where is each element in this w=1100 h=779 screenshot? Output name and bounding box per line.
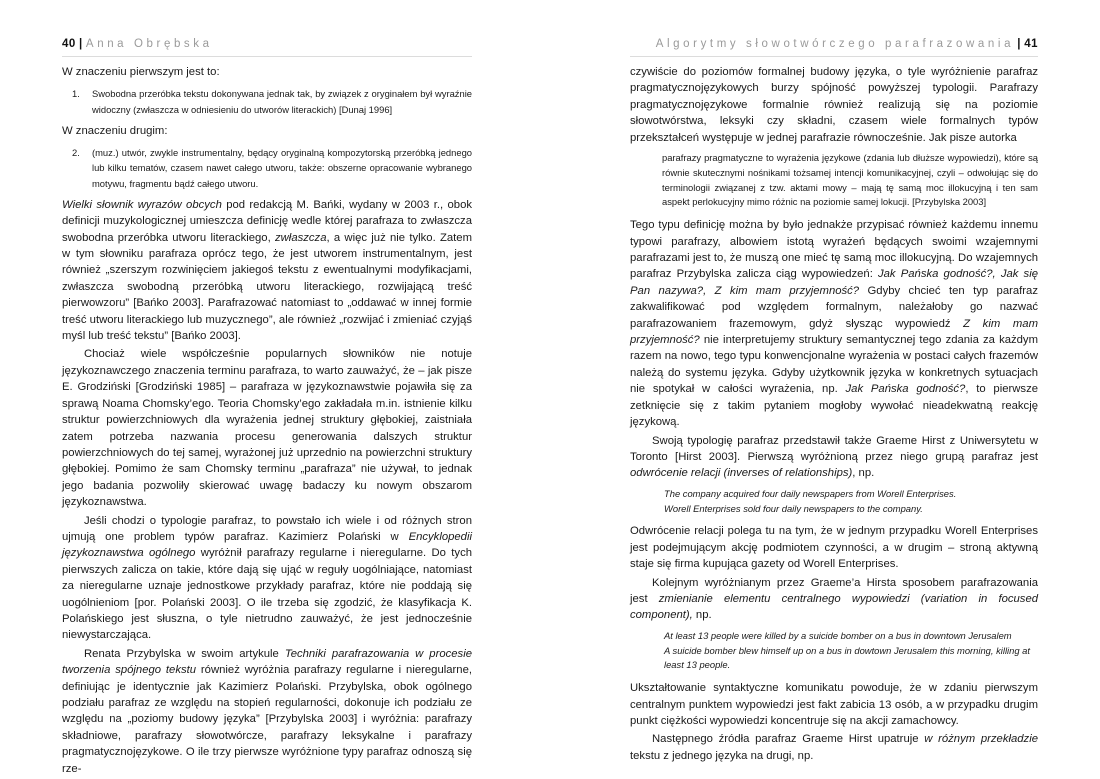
left-page	[62, 0, 472, 777]
header-rule	[62, 56, 472, 57]
header-title: Algorytmy słowotwórczego parafrazowania	[655, 38, 1015, 50]
article-title: Techniki parafrazowania w procesie tworzenia spójnego tekstu	[62, 647, 472, 677]
term: odwrócenie relacji (inverses of relationships)	[630, 467, 853, 480]
example-sentence: Worell Enterprises sold four daily newspapers to the company.	[664, 502, 923, 514]
paragraph: czywiście do poziomów formalnej budowy języka, o tyle wyróżnienie parafraz pragmatycznojęzykowych burzy spójność powyższej typologii. Parafrazy pragmatycznojęzykowe formalnie również realizują się na poziomie słowotwórstwa, leksyki czy składni, czasem wiele formalnych typów przekształceń występuje w jednej parafrazie równocześnie. Jak pisze autorka	[630, 66, 1038, 144]
left-running-head	[62, 38, 472, 58]
emphasis: zwłaszcza	[275, 231, 327, 244]
example-block	[630, 629, 1038, 673]
paragraph: Odwrócenie relacji polega tu na tym, że w jednym przypadku Worell Enterprises jest podejmującym akcję podmiotem czynności, a w drugim – stroną aktywną staje się firma kupująca gazety od Worell Enterprises.	[630, 525, 1038, 571]
paragraph: Chociaż wiele współcześnie popularnych słowników nie notuje językoznawczego znaczenia terminu parafraza, to warto zauważyć, że – jak pisze E. Grodziński [Grodziński 1985] – parafraza w językoznawstwie pojawiła się za sprawą Noama Chomsky’ego. Teoria Chomsky’ego zakładała m.in. istnienie kilku struktur powierzchniowych dla wyrażenia jednej struktury głębokiej, zaistniała zatem potrzeba nazwania procesu generowania dalszych struktur powierzchniowych do tej samej, wyrażonej już uprzednio na powierzchni struktury głębokiej. Pomimo że sam Chomsky terminu „parafraza” nie używał, to jednak jego badania pozwoliły skierować uwagę badaczy ku nowym obszarom językoznawstwa.	[62, 348, 472, 509]
paragraph: Kolejnym wyróżnianym przez Graeme’a Hirsta sposobem parafrazowania jest zmienianie elementu centralnego wypowiedzi (variation in focused component), np.	[630, 576, 1039, 622]
header-separator: |	[79, 38, 83, 50]
definition-number: 2.	[72, 147, 80, 159]
book-title: Encyklopedii językoznawstwa ogólnego	[62, 530, 472, 560]
block-quote: parafrazy pragmatyczne to wyrażenia językowe (zdania lub dłuższe wypowiedzi), które są równie skutecznymi nośnikami tożsamej intencji komunikacyjnej, czyli – odwołując się do terminologii związanej z tzw. aktami mowy – mają tę samą moc illokucyjną i ten sam aspekt perlokucyjny mimo różnic na poziomie samej lokucji. [Przybylska 2003]	[662, 152, 1038, 208]
example-phrase: Z kim mam przyjemność?	[630, 317, 1038, 347]
example-sentence: At least 13 people were killed by a suicide bomber on a bus in downtown Jerusalem	[664, 629, 1012, 641]
paragraph: Wielki słownik wyrazów obcych pod redakcją M. Bańki, wydany w 2003 r., obok definicji muzykologicznej umieszcza definicję wedle której parafraza to zwłaszcza swobodna przeróbka utworu literackiego, zwłaszcza, a więc już nie tylko. Zatem w tym słowniku parafraza oprócz tego, że jest utworem instrumentalnym, jest również „szerszym rozwinięciem jakiegoś tekstu z ewentualnymi modyfikacjami, zwłaszcza swobodną przeróbką utworu literackiego, rozwijającą treść pierwowzoru” [Bańko 2003]. Parafrazować natomiast to „oddawać w innej formie treść utworu literackiego lub muzycznego”, ale również „rozwijać i zmieniać czyjąś myśl lub treść tekstu” [Bańko 2003].	[62, 198, 473, 343]
right-page-body	[630, 64, 1038, 766]
book-title: Wielki słownik wyrazów obcych	[62, 198, 222, 211]
example-sentence: The company acquired four daily newspapers from Worell Enterprises.	[664, 487, 957, 499]
term: w różnym przekładzie	[924, 733, 1038, 746]
example-phrase: Jak Pańska godność?	[845, 383, 966, 396]
term: zmienianie elementu centralnego wypowiedzi (variation in focused component),	[630, 592, 1039, 622]
definition-number: 1.	[72, 88, 80, 100]
right-running-head	[630, 38, 1038, 58]
paragraph: Swoją typologię parafraz przedstawił także Graeme Hirst z Uniwersytetu w Toronto [Hirst 2003]. Pierwszą wyróżnioną przez niego grupą parafraz jest odwrócenie relacji (inverses of relationships), np.	[630, 434, 1038, 480]
page-number: 40	[62, 38, 76, 50]
paragraph: Jeśli chodzi o typologie parafraz, to powstało ich wiele i od różnych stron ujmują one problem typów parafraz. Kazimierz Polański w Encyklopedii językoznawstwa ogólnego wyróżnił parafrazy regularne i nieregularne. Do tych pierwszych zalicza on takie, które dają się ująć w reguły uogólniające, natomiast za nieregularne uznaje jednostkowe przykłady parafraz, które nie poddają się uogólnieniom [por. Polański 2003]. O ile trzeba się zgodzić, że klasyfikacja K. Polańskiego jest słuszna, o tyle nietrudno zauważyć, że jest jednocześnie niewystarczająca.	[62, 514, 473, 642]
paragraph: Następnego źródła parafraz Graeme Hirst upatruje w różnym przekładzie tekstu z jednego języka na drugi, np.	[630, 733, 1038, 762]
definition-item	[62, 86, 472, 116]
example-sentence: A suicide bomber blew himself up on a bus in dowtown Jerusalem this morning, killing at least 13 people.	[664, 644, 1030, 671]
definition-text: (muz.) utwór, zwykle instrumentalny, będący oryginalną kompozytorską przeróbką jednego lub kilku tematów, czasem nawet całego utworu, także: obszerne opracowanie wybranego motywu, fragmentu bądź całego utworu.	[92, 147, 472, 189]
definition-label: W znaczeniu drugim:	[62, 124, 168, 137]
definition-label: W znaczeniu pierwszym jest to:	[62, 66, 220, 78]
header-rule	[630, 56, 1038, 57]
page-number: 41	[1024, 38, 1038, 50]
definition-item	[62, 145, 472, 191]
definition-text: Swobodna przeróbka tekstu dokonywana jednak tak, by związek z oryginałem był wyraźnie widoczny (zwłaszcza w odniesieniu do utworów literackich) [Dunaj 1996]	[92, 88, 472, 115]
example-block	[630, 487, 1038, 517]
left-page-body	[62, 64, 472, 779]
header-author: Anna Obrębska	[85, 38, 213, 50]
paragraph: Ukształtowanie syntaktyczne komunikatu powoduje, że w zdaniu pierwszym centralnym punktem wypowiedzi jest fakt zabicia 13 osób, a w przypadku drugim punkt ciężkości wypowiedzi koncentruje się na akcji zamachowcy.	[630, 682, 1038, 727]
header-separator: |	[1017, 38, 1021, 50]
right-page	[630, 0, 1038, 777]
example-phrases: Jak Pańska godność?, Jak się Pan nazywa?, Z kim mam przyjemność?	[630, 268, 1038, 297]
paragraph: Tego typu definicję można by było jednakże przypisać również każdemu innemu typowi parafrazy, albowiem istotą wyrażeń będących swoimi wzajemnymi parafrazami jest to, że muszą one mieć tę samą moc illokucyjną. Do wzajemnych parafraz Przybylska zalicza ciąg wypowiedzeń: Jak Pańska godność?, Jak się Pan nazywa?, Z kim mam przyjemność? Gdyby chcieć ten typ parafraz zakwalifikować pod względem formalnym, należałoby go nazwać parafrazowaniem frazemowym, gdyż słysząc wypowiedź Z kim mam przyjemność? nie interpretujemy struktury semantycznej tego zdania za każdym razem na nowo, tego typu konwencjonalne wyrażenia w postaci całych frazemów należą do systemu języka. Gdyby użytkownik języka w konkretnych sytuacjach nie spotykał w całości wyrażenia, np. Jak Pańska godność?, to pierwsze zetknięcie się z takim pytaniem mogłoby wywołać nieadekwatną reakcję językową.	[630, 219, 1039, 429]
paragraph: Renata Przybylska w swoim artykule Techniki parafrazowania w procesie tworzenia spójnego tekstu również wyróżnia parafrazy regularne i nieregularne, definiując je identycznie jak Kazimierz Polański. Przybylska, obok ogólnego podziału parafraz ze względu na stopień regularności, dokonuje ich podziału ze względu na „poziomy budowy języka” [Przybylska 2003] i wyróżnia: parafrazy składniowe, parafrazy słowotwórcze, parafrazy leksykalne i parafrazy pragmatycznojęzykowe. O ile trzy pierwsze wyróżnione typy parafraz odnoszą się rze-	[62, 647, 472, 775]
